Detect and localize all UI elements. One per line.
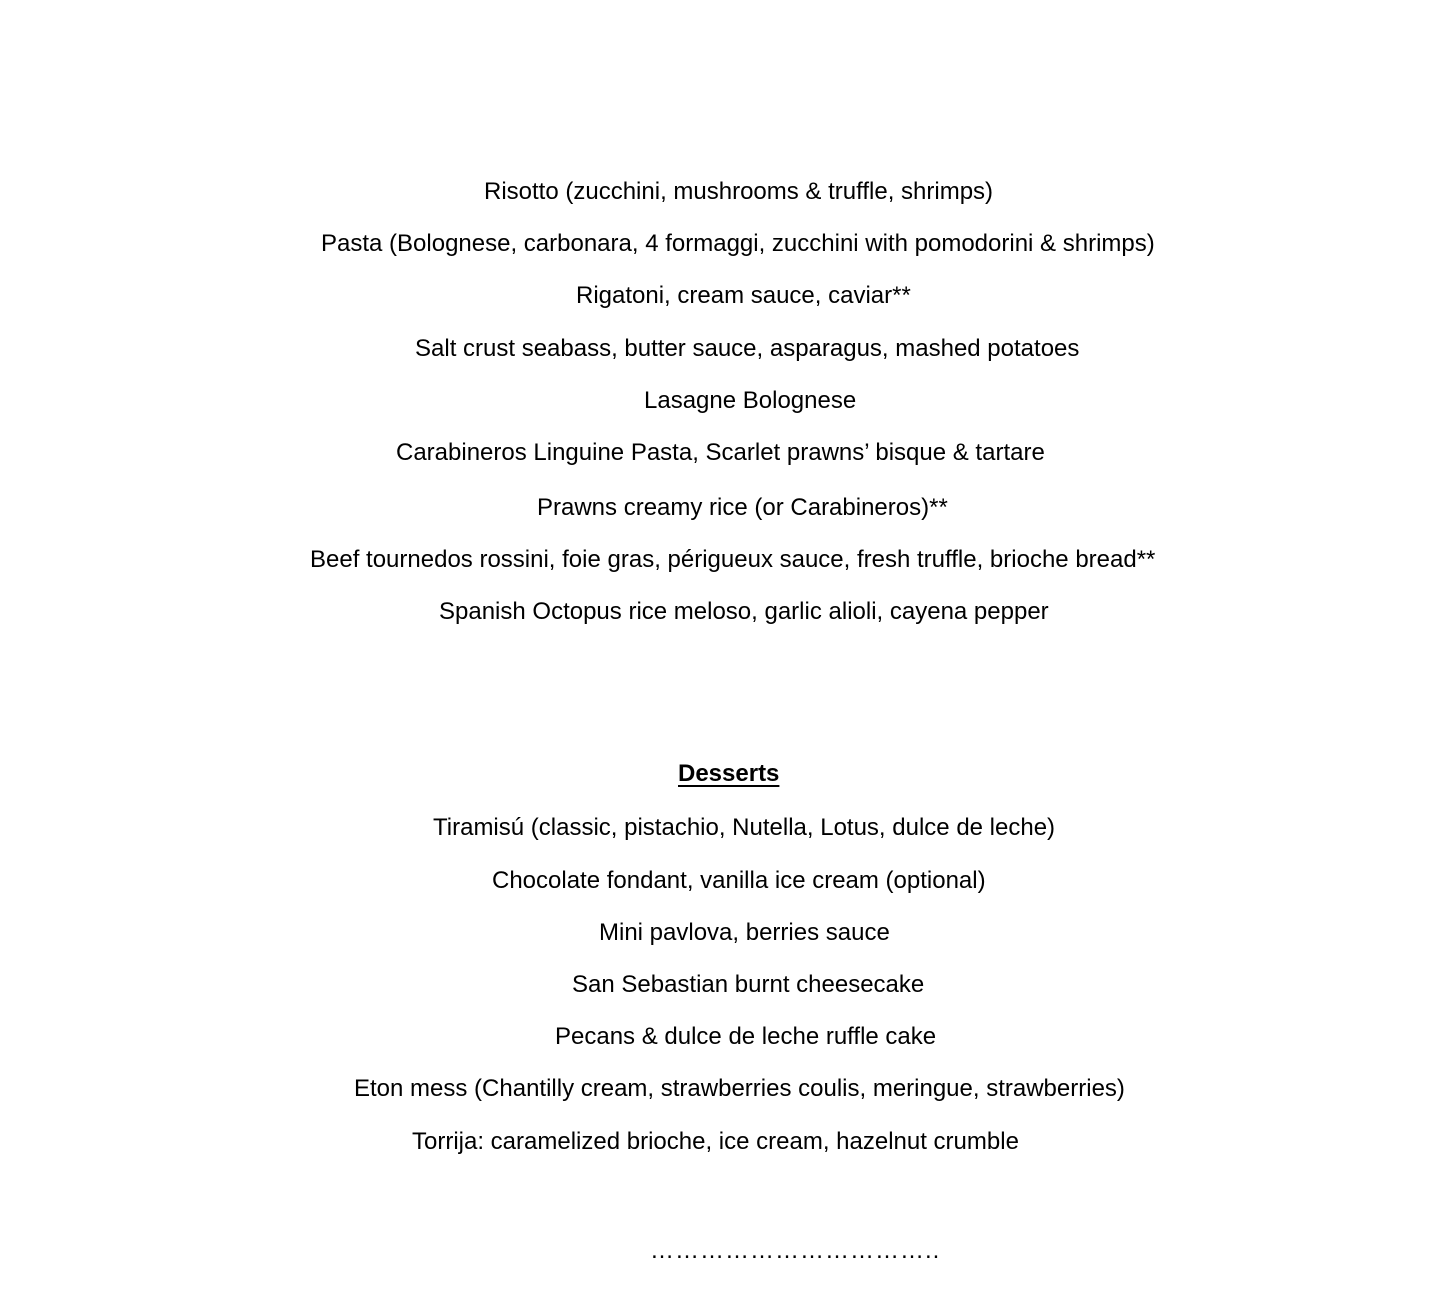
dessert-item-pecans-cake: Pecans & dulce de leche ruffle cake [555, 1023, 937, 1050]
dessert-item-cheesecake: San Sebastian burnt cheesecake [572, 971, 925, 998]
footer-separator: …………………………….. [650, 1237, 941, 1264]
main-item-prawns-rice: Prawns creamy rice (or Carabineros)** [537, 494, 948, 521]
dessert-item-torrija: Torrija: caramelized brioche, ice cream, hazelnut crumble [412, 1128, 1019, 1155]
dessert-item-eton-mess: Eton mess (Chantilly cream, strawberries coulis, meringue, strawberries) [354, 1075, 1125, 1102]
main-item-rigatoni: Rigatoni, cream sauce, caviar** [576, 282, 911, 309]
dessert-item-pavlova: Mini pavlova, berries sauce [599, 919, 890, 946]
main-item-carabineros-linguine: Carabineros Linguine Pasta, Scarlet prawns’ bisque & tartare [396, 439, 1045, 466]
main-item-octopus-rice: Spanish Octopus rice meloso, garlic alioli, cayena pepper [439, 598, 1049, 625]
dessert-item-chocolate-fondant: Chocolate fondant, vanilla ice cream (optional) [492, 867, 986, 894]
dessert-item-tiramisu: Tiramisú (classic, pistachio, Nutella, Lotus, dulce de leche) [433, 814, 1056, 841]
main-item-seabass: Salt crust seabass, butter sauce, asparagus, mashed potatoes [415, 335, 1080, 362]
main-item-pasta: Pasta (Bolognese, carbonara, 4 formaggi, zucchini with pomodorini & shrimps) [321, 230, 1155, 257]
desserts-heading: Desserts [678, 760, 780, 787]
main-item-risotto: Risotto (zucchini, mushrooms & truffle, shrimps) [484, 178, 994, 205]
main-item-lasagne: Lasagne Bolognese [644, 387, 857, 414]
main-item-beef-tournedos: Beef tournedos rossini, foie gras, périgueux sauce, fresh truffle, brioche bread** [310, 546, 1156, 573]
